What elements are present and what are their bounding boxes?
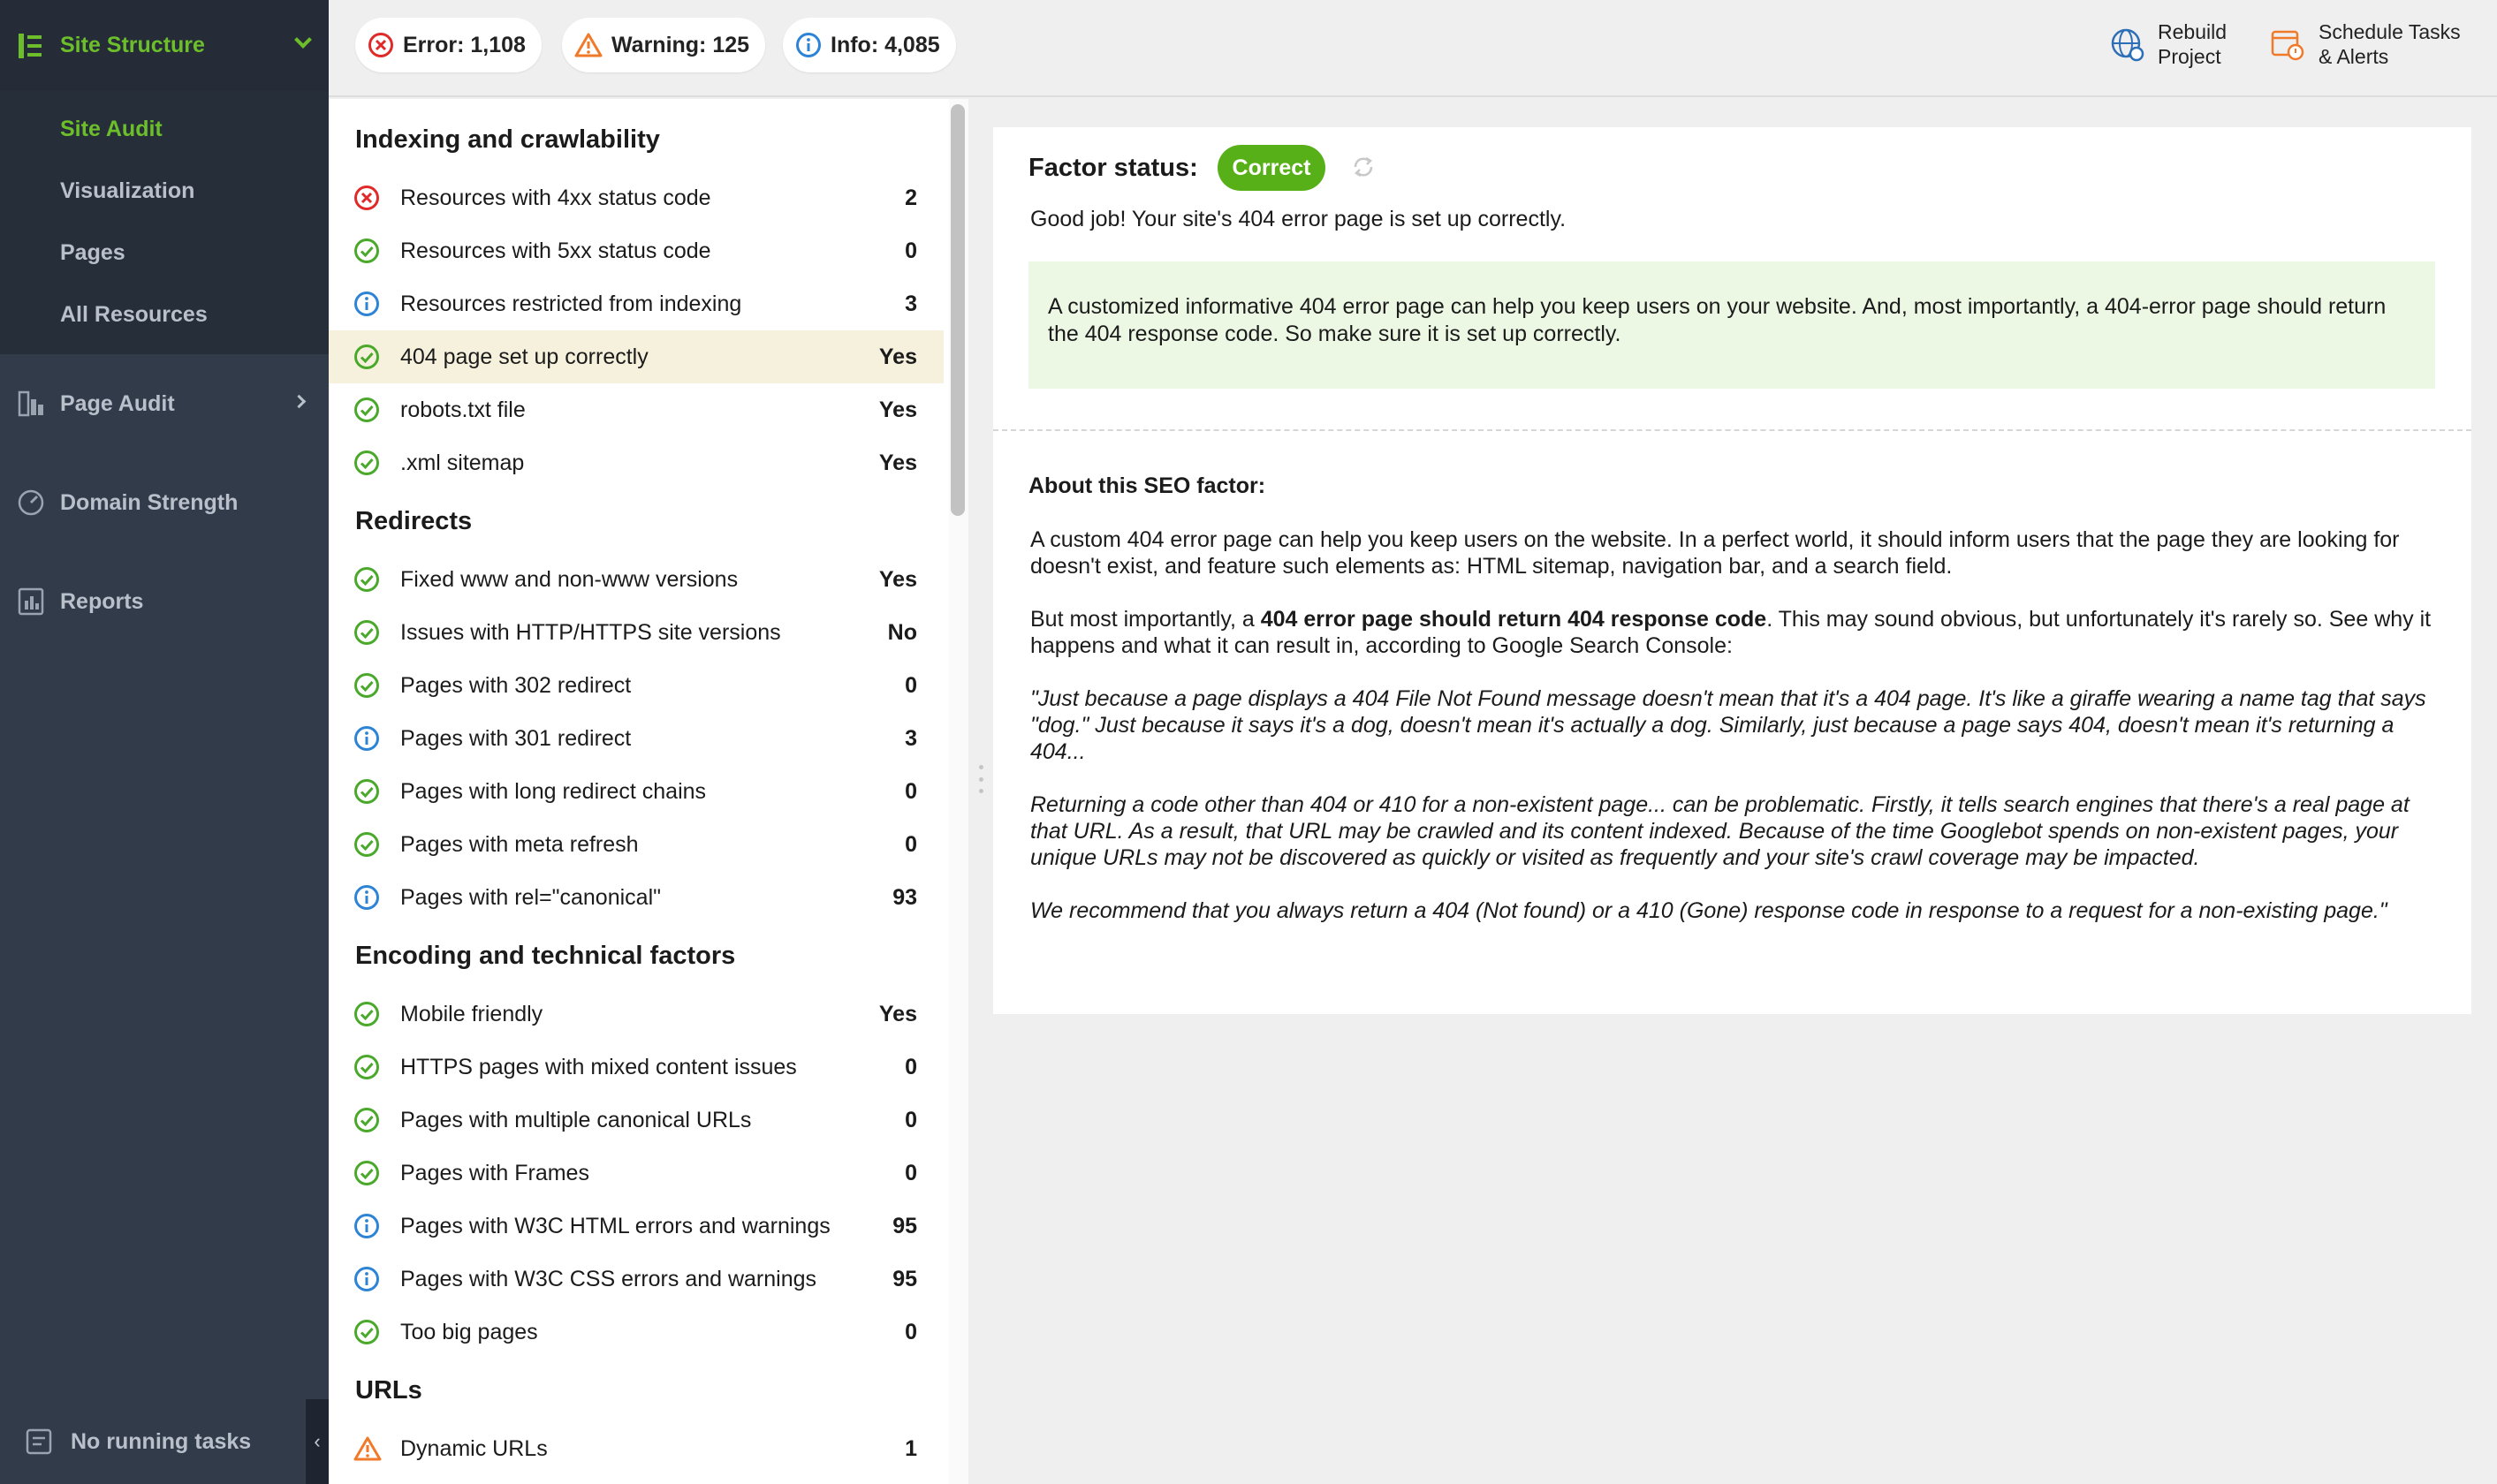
factor-label: Pages with multiple canonical URLs: [400, 1107, 752, 1132]
factor-value: 2: [905, 185, 917, 210]
factor-label: Pages with meta refresh: [400, 831, 639, 857]
factor-value: 0: [905, 831, 917, 857]
factor-row[interactable]: [329, 1147, 944, 1200]
rebuild-project-button[interactable]: [2108, 19, 2227, 69]
info-icon: [795, 32, 822, 58]
factors-list: [329, 99, 968, 1484]
check-circle-icon: [353, 1054, 380, 1085]
check-circle-icon: [353, 238, 380, 269]
factor-value: Yes: [878, 344, 917, 369]
p2-text-start: But most importantly, a: [1030, 607, 1261, 632]
error-icon: [368, 32, 394, 58]
check-circle-icon: [353, 566, 380, 597]
info-icon: [353, 725, 380, 756]
check-circle-icon: [353, 831, 380, 862]
group-title: Redirects: [355, 507, 473, 535]
p2-text-end: . This may sound obvious, but unfortunately it's rarely so. See why it happens and what it can result in, according to Google Search Console:: [1030, 607, 2432, 658]
check-circle-icon: [353, 450, 380, 481]
factor-row[interactable]: [329, 330, 944, 383]
warning-filter-pill[interactable]: [562, 18, 765, 72]
factor-row[interactable]: [329, 383, 944, 436]
chevron-right-icon: [292, 395, 307, 409]
check-circle-icon: [353, 1160, 380, 1191]
running-tasks-status[interactable]: [0, 1399, 329, 1484]
factor-value: 0: [905, 1107, 917, 1132]
factor-label: Too big pages: [400, 1319, 538, 1344]
top-bar: [329, 0, 2497, 97]
factor-value: Yes: [878, 566, 917, 592]
error-count: Error: 1,108: [403, 32, 526, 57]
chevron-down-icon: [294, 31, 312, 49]
sidebar-item-pages[interactable]: Pages: [60, 239, 125, 265]
sidebar-item-site-audit[interactable]: Site Audit: [60, 116, 163, 141]
factor-label: Dynamic URLs: [400, 1435, 548, 1461]
factor-value: Yes: [878, 397, 917, 422]
check-circle-icon: [353, 1001, 380, 1032]
factor-row[interactable]: [329, 553, 944, 606]
factor-label: Fixed www and non-www versions: [400, 566, 739, 592]
info-icon: [353, 1266, 380, 1297]
status-message: Good job! Your site's 404 error page is set up correctly.: [1030, 207, 1567, 231]
factor-value: 95: [892, 1266, 917, 1291]
check-circle-icon: [353, 672, 380, 703]
factor-value: 3: [905, 725, 917, 751]
warning-icon: [574, 32, 603, 58]
recommendation-box: A customized informative 404 error page can help you keep users on your website. And, most importantly, a 404-error page should return the 404 response code. So make sure it is set up correctly.: [1028, 261, 2435, 389]
factor-label: Resources with 4xx status code: [400, 185, 711, 210]
calendar-alarm-icon: [2269, 26, 2306, 63]
check-circle-icon: [353, 778, 380, 809]
factor-value: 0: [905, 778, 917, 804]
check-circle-icon: [353, 619, 380, 650]
schedule-tasks-button[interactable]: [2269, 19, 2461, 69]
factor-value: Yes: [878, 450, 917, 475]
sidebar-section-page-audit[interactable]: [0, 354, 329, 453]
site-structure-label: Site Structure: [60, 33, 205, 57]
factor-label: Resources restricted from indexing: [400, 291, 742, 316]
collapse-sidebar-button[interactable]: ‹: [306, 1399, 329, 1484]
status-badge: Correct: [1218, 145, 1325, 191]
globe-refresh-icon: [2108, 26, 2145, 63]
factor-label: Pages with 301 redirect: [400, 725, 632, 751]
factor-row[interactable]: [329, 871, 944, 924]
info-icon: [353, 884, 380, 915]
site-structure-submenu: [0, 91, 329, 354]
about-paragraph-1: A custom 404 error page can help you keep users on the website. In a perfect world, it should inform users that the page they are looking for doesn't exist, and feature such elements as: HTML sitemap, navigation bar, and a search field.: [1030, 527, 2400, 579]
info-count: Info: 4,085: [831, 32, 940, 57]
sidebar: [0, 0, 329, 1484]
splitter-grip-icon: [979, 765, 983, 793]
quote-paragraph-1: "Just because a page displays a 404 File Not Found message doesn't mean that it's a 404 page. It's like a giraffe wearing a name tag that says "dog." Just because it says it's a dog, doesn't mean it's actually a dog. Similarly, just because a page says 404, doesn't mean it's returning a 404...: [1030, 686, 2426, 764]
factor-row[interactable]: [329, 224, 944, 277]
factor-label: Pages with rel="canonical": [400, 884, 661, 910]
sidebar-item-visualization[interactable]: Visualization: [60, 178, 195, 203]
p2-emphasis: 404 error page should return 404 response code: [1260, 607, 1767, 632]
check-circle-icon: [353, 397, 380, 428]
refresh-icon[interactable]: [1350, 154, 1377, 185]
warning-count: Warning: 125: [611, 32, 750, 57]
factor-value: 95: [892, 1213, 917, 1238]
reports-icon: [16, 587, 46, 617]
schedule-line-1: Schedule Tasks: [2319, 20, 2461, 43]
factor-value: 0: [905, 1054, 917, 1079]
factor-row[interactable]: [329, 1422, 944, 1475]
factor-label: Pages with 302 redirect: [400, 672, 632, 698]
error-icon: [353, 185, 380, 216]
factor-row[interactable]: [329, 659, 944, 712]
factor-label: Resources with 5xx status code: [400, 238, 711, 263]
info-filter-pill[interactable]: [783, 18, 956, 72]
about-paragraph-2: [1030, 606, 2444, 659]
factor-row[interactable]: [329, 436, 944, 489]
check-circle-icon: [353, 1107, 380, 1138]
factor-value: 93: [892, 884, 917, 910]
factor-row[interactable]: [329, 1041, 944, 1094]
group-title: Encoding and technical factors: [355, 942, 736, 970]
factor-label: HTTPS pages with mixed content issues: [400, 1054, 797, 1079]
info-icon: [353, 1213, 380, 1244]
factor-label: Issues with HTTP/HTTPS site versions: [400, 619, 781, 645]
group-title: URLs: [355, 1376, 422, 1404]
site-structure-icon: [16, 31, 46, 61]
factor-row[interactable]: [329, 171, 944, 224]
factor-label: Pages with long redirect chains: [400, 778, 707, 804]
factor-value: Yes: [878, 1001, 917, 1026]
tasks-icon: [25, 1427, 53, 1456]
check-circle-icon: [353, 1319, 380, 1350]
quote-paragraph-3: We recommend that you always return a 404 (Not found) or a 410 (Gone) response code in response to a request for a non-existing page.": [1030, 898, 2387, 923]
warning-icon: [353, 1435, 382, 1466]
domain-strength-label: Domain Strength: [60, 489, 239, 515]
factor-value: 0: [905, 672, 917, 698]
factor-label: 404 page set up correctly: [400, 344, 649, 369]
running-tasks-label: No running tasks: [71, 1428, 252, 1454]
factor-value: 3: [905, 291, 917, 316]
factor-row[interactable]: [329, 765, 944, 818]
page-audit-label: Page Audit: [60, 390, 175, 416]
info-icon: [353, 291, 380, 322]
factor-value: 0: [905, 1319, 917, 1344]
site-structure-header[interactable]: [0, 0, 329, 91]
sidebar-section-domain-strength[interactable]: [0, 453, 329, 552]
section-divider: [993, 429, 2471, 431]
factor-label: Pages with W3C CSS errors and warnings: [400, 1266, 817, 1291]
factor-label: Mobile friendly: [400, 1001, 543, 1026]
factor-value: 0: [905, 1160, 917, 1185]
factor-row[interactable]: [329, 818, 944, 871]
quote-paragraph-2: Returning a code other than 404 or 410 for a non-existent page... can be problematic. Firstly, it tells search engines that there's a real page at that URL. As a result, that URL may be crawled and its content indexed. Because of the time Googlebot spends on non-existent pages, your unique URLs may not be discovered as quickly or visited as frequently and your site's crawl coverage may be impacted.: [1030, 792, 2410, 870]
reports-label: Reports: [60, 588, 144, 614]
rebuild-line-2: Project: [2158, 45, 2221, 68]
sidebar-item-all-resources[interactable]: All Resources: [60, 301, 208, 327]
gauge-icon: [16, 488, 46, 518]
factor-row[interactable]: [329, 712, 944, 765]
factor-label: Pages with W3C HTML errors and warnings: [400, 1213, 831, 1238]
schedule-line-2: & Alerts: [2319, 45, 2389, 68]
factor-label: robots.txt file: [400, 397, 526, 422]
check-circle-icon: [353, 344, 380, 375]
page-audit-icon: [16, 389, 46, 419]
schedule-tasks-label: [2319, 19, 2461, 69]
sidebar-section-reports[interactable]: [0, 552, 329, 651]
factor-row[interactable]: [329, 1094, 944, 1147]
factor-row[interactable]: [329, 1306, 944, 1359]
list-scrollbar-thumb[interactable]: [951, 104, 965, 516]
factor-label: Pages with Frames: [400, 1160, 589, 1185]
factor-row[interactable]: [329, 606, 944, 659]
factor-row[interactable]: [329, 1253, 944, 1306]
factor-label: .xml sitemap: [400, 450, 525, 475]
rebuild-project-label: [2158, 19, 2227, 69]
factor-detail-panel: [993, 127, 2471, 1014]
factor-row[interactable]: [329, 277, 944, 330]
about-title: About this SEO factor:: [1028, 473, 1266, 498]
factor-status-label: Factor status:: [1028, 154, 1198, 182]
factor-value: No: [887, 619, 917, 645]
error-filter-pill[interactable]: [355, 18, 542, 72]
factor-value: 1: [905, 1435, 917, 1461]
factor-value: 0: [905, 238, 917, 263]
rebuild-line-1: Rebuild: [2158, 20, 2227, 43]
factor-row[interactable]: [329, 1200, 944, 1253]
group-title: Indexing and crawlability: [355, 125, 660, 154]
factor-row[interactable]: [329, 988, 944, 1041]
